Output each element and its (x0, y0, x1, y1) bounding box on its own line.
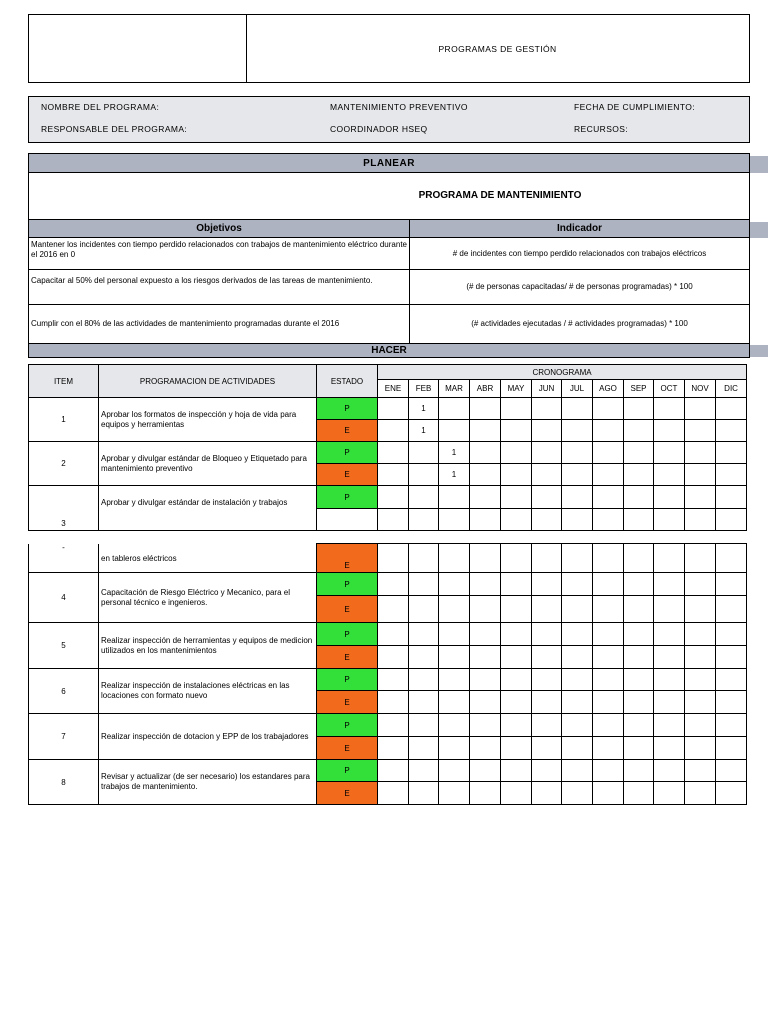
month-header: DIC (716, 380, 747, 398)
month-cell (685, 398, 716, 420)
estado-e: E (317, 420, 378, 442)
month-cell (532, 420, 562, 442)
indicador-header: Indicador (409, 219, 750, 238)
month-cell (562, 442, 593, 464)
logo-box (28, 14, 247, 83)
month-cell (501, 464, 532, 486)
activity-text: Capacitación de Riesgo Eléctrico y Mecanico, para el personal técnico e ingenieros. (99, 573, 317, 623)
schedule-bottom (28, 542, 748, 815)
item-number: 2 (29, 442, 99, 486)
month-cell (685, 442, 716, 464)
item-number-fragment: - (29, 544, 99, 573)
estado-p: P (317, 398, 378, 420)
month-header: JUN (532, 380, 562, 398)
estado-e: E (317, 782, 378, 805)
fecha-label: FECHA DE CUMPLIMIENTO: (562, 96, 750, 117)
objetivo-row-1: Mantener los incidentes con tiempo perdido relacionados con trabajos de mantenimiento eléctrico durante el 2016 en 0 (28, 237, 410, 270)
month-header: ABR (470, 380, 501, 398)
month-cell (562, 420, 593, 442)
responsable-value: COORDINADOR HSEQ (323, 116, 563, 143)
month-header: NOV (685, 380, 716, 398)
month-cell (409, 442, 439, 464)
estado-p: P (317, 669, 378, 691)
month-cell (378, 420, 409, 442)
month-cell (593, 420, 624, 442)
activity-text: Realizar inspección de herramientas y equipos de medicion utilizados en los mantenimientos (99, 623, 317, 669)
item-number: 6 (29, 669, 99, 714)
table-row (29, 623, 747, 646)
month-header: JUL (562, 380, 593, 398)
table-row (29, 573, 747, 596)
estado-p: P (317, 573, 378, 596)
activity-text: en tableros eléctricos (99, 544, 317, 573)
month-cell (378, 398, 409, 420)
month-cell (562, 398, 593, 420)
document-title: PROGRAMAS DE GESTIÓN (246, 14, 750, 83)
item-number: 3 (29, 486, 99, 531)
month-cell (470, 442, 501, 464)
month-cell (439, 420, 470, 442)
month-header: MAY (501, 380, 532, 398)
table-row (29, 760, 747, 782)
month-header: MAR (439, 380, 470, 398)
estado-p: P (317, 760, 378, 782)
planear-edge-mark (750, 156, 768, 173)
schedule-top (28, 364, 748, 528)
prog-header: PROGRAMACION DE ACTIVIDADES (99, 365, 317, 398)
month-cell (654, 442, 685, 464)
month-cell (685, 420, 716, 442)
item-number: 7 (29, 714, 99, 760)
estado-p: P (317, 623, 378, 646)
month-cell (624, 442, 654, 464)
indicador-row-2: (# de personas capacitadas/ # de personas programadas) * 100 (409, 269, 750, 305)
month-cell (409, 464, 439, 486)
month-cell (378, 442, 409, 464)
month-cell (654, 464, 685, 486)
planear-header: PLANEAR (28, 153, 750, 173)
indicador-edge-mark (750, 222, 768, 238)
estado-e: E (317, 691, 378, 714)
month-header: FEB (409, 380, 439, 398)
indicador-row-3: (# actividades ejecutadas / # actividades programadas) * 100 (409, 304, 750, 344)
month-cell (685, 464, 716, 486)
crono-header: CRONOGRAMA (378, 365, 747, 380)
item-header: ITEM (29, 365, 99, 398)
month-cell (624, 398, 654, 420)
indicador-row-1: # de incidentes con tiempo perdido relacionados con trabajos eléctricos (409, 237, 750, 270)
nombre-label: NOMBRE DEL PROGRAMA: (28, 96, 324, 117)
activity-text: Revisar y actualizar (de ser necesario) los estandares para trabajos de mantenimiento. (99, 760, 317, 805)
month-cell (654, 398, 685, 420)
table-row (29, 398, 747, 420)
estado-header: ESTADO (317, 365, 378, 398)
activity-text: Realizar inspección de instalaciones eléctricas en las locaciones con formato nuevo (99, 669, 317, 714)
month-cell (716, 420, 747, 442)
month-cell (716, 442, 747, 464)
month-cell (501, 420, 532, 442)
objetivo-row-3: Cumplir con el 80% de las actividades de mantenimiento programadas durante el 2016 (28, 304, 410, 344)
responsable-label: RESPONSABLE DEL PROGRAMA: (28, 116, 324, 143)
month-cell (439, 398, 470, 420)
item-number: 1 (29, 398, 99, 442)
month-cell (593, 398, 624, 420)
activity-text: Realizar inspección de dotacion y EPP de los trabajadores (99, 714, 317, 760)
activity-text: Aprobar y divulgar estándar de instalación y trabajos (99, 486, 317, 531)
nombre-value: MANTENIMIENTO PREVENTIVO (323, 96, 563, 117)
estado-e: E (317, 737, 378, 760)
month-cell: 1 (439, 442, 470, 464)
table-row (29, 669, 747, 691)
month-cell (654, 420, 685, 442)
item-number: 4 (29, 573, 99, 623)
activity-text: Aprobar y divulgar estándar de Bloqueo y Etiquetado para mantenimiento preventivo (99, 442, 317, 486)
month-header: ENE (378, 380, 409, 398)
month-cell (470, 464, 501, 486)
month-cell (593, 442, 624, 464)
estado-p: P (317, 714, 378, 737)
hacer-header: HACER (28, 343, 750, 358)
month-cell (624, 420, 654, 442)
estado-e: E (317, 544, 378, 573)
table-row (29, 442, 747, 464)
month-cell (470, 398, 501, 420)
schedule-table-bottom (28, 543, 747, 805)
item-number: 8 (29, 760, 99, 805)
month-cell (501, 442, 532, 464)
month-cell: 1 (439, 464, 470, 486)
objetivos-header: Objetivos (28, 219, 410, 238)
month-cell (716, 398, 747, 420)
item-number: 5 (29, 623, 99, 669)
activity-text: Aprobar los formatos de inspección y hoja de vida para equipos y herramientas (99, 398, 317, 442)
estado-e: E (317, 596, 378, 623)
month-cell (378, 464, 409, 486)
month-cell (593, 464, 624, 486)
estado-e: E (317, 464, 378, 486)
month-cell (532, 464, 562, 486)
hacer-edge-mark (750, 345, 768, 357)
estado-p: P (317, 442, 378, 464)
estado-e: E (317, 646, 378, 669)
month-header: OCT (654, 380, 685, 398)
month-cell (501, 398, 532, 420)
month-cell: 1 (409, 398, 439, 420)
estado-p: P (317, 486, 378, 509)
month-cell (532, 442, 562, 464)
month-cell (562, 464, 593, 486)
month-cell (532, 398, 562, 420)
month-header: SEP (624, 380, 654, 398)
table-row (29, 486, 747, 509)
objetivo-row-2: Capacitar al 50% del personal expuesto a los riesgos derivados de las tareas de mantenimiento. (28, 269, 410, 305)
table-row (29, 544, 747, 573)
month-cell (470, 420, 501, 442)
program-title: PROGRAMA DE MANTENIMIENTO (28, 172, 750, 220)
month-header: AGO (593, 380, 624, 398)
month-cell (624, 464, 654, 486)
recursos-label: RECURSOS: (562, 116, 750, 143)
month-cell (716, 464, 747, 486)
month-cell: 1 (409, 420, 439, 442)
schedule-table-top (28, 364, 747, 531)
table-row (29, 714, 747, 737)
